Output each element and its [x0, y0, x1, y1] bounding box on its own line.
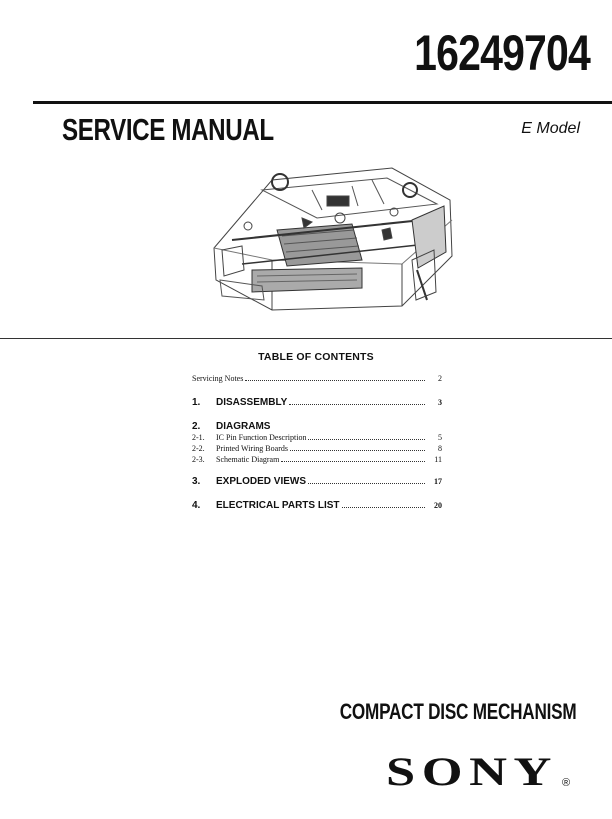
toc-label: DISASSEMBLY	[216, 397, 288, 408]
model-label: E Model	[521, 120, 580, 137]
toc-row-schematic[interactable]	[192, 455, 442, 464]
toc-number: 4.	[192, 500, 201, 511]
toc-label: IC Pin Function Description	[216, 433, 307, 442]
toc-number: 2-2.	[192, 444, 205, 453]
toc-label: ELECTRICAL PARTS LIST	[216, 500, 340, 511]
manual-title: SERVICE MANUAL	[62, 112, 274, 147]
toc-row-disassembly[interactable]	[192, 397, 442, 408]
toc-number: 2.	[192, 421, 201, 432]
toc-page: 17	[434, 477, 442, 486]
cd-mechanism-photo	[212, 160, 460, 312]
registered-mark: ®	[562, 777, 571, 789]
toc-row-ic-pin[interactable]	[192, 433, 442, 442]
toc-number: 3.	[192, 476, 201, 487]
toc-page: 2	[438, 374, 442, 383]
toc-label: Printed Wiring Boards	[216, 444, 288, 453]
toc-number: 1.	[192, 397, 201, 408]
toc-row-pwb[interactable]	[192, 444, 442, 453]
toc-label: DIAGRAMS	[216, 421, 271, 432]
top-rule	[33, 101, 612, 104]
toc-label: EXPLODED VIEWS	[216, 476, 307, 487]
toc-number: 2-3.	[192, 455, 205, 464]
leader-dots	[342, 507, 425, 508]
toc-heading: TABLE OF CONTENTS	[258, 351, 374, 363]
toc-row-parts-list[interactable]	[192, 500, 442, 511]
toc-page: 8	[438, 444, 442, 453]
toc-label: Schematic Diagram	[216, 455, 280, 464]
leader-dots	[308, 483, 425, 484]
sony-logo	[386, 752, 576, 790]
toc-page: 5	[438, 433, 442, 442]
document-number: 16249704	[414, 25, 590, 81]
leader-dots	[308, 439, 425, 440]
toc-page: 3	[438, 398, 442, 407]
toc-number: 2-1.	[192, 433, 205, 442]
toc-page: 11	[434, 455, 442, 464]
leader-dots	[289, 404, 425, 405]
toc-row-diagrams[interactable]	[192, 421, 442, 432]
leader-dots	[281, 461, 425, 462]
product-name: COMPACT DISC MECHANISM	[339, 699, 576, 724]
toc-row-servicing-notes[interactable]	[192, 374, 442, 383]
toc-label: Servicing Notes	[192, 374, 244, 383]
leader-dots	[245, 380, 425, 381]
toc-row-exploded-views[interactable]	[192, 476, 442, 487]
section-rule	[0, 338, 612, 339]
sony-logo-text: SONY	[386, 752, 558, 790]
leader-dots	[290, 450, 425, 451]
toc-page: 20	[434, 501, 442, 510]
